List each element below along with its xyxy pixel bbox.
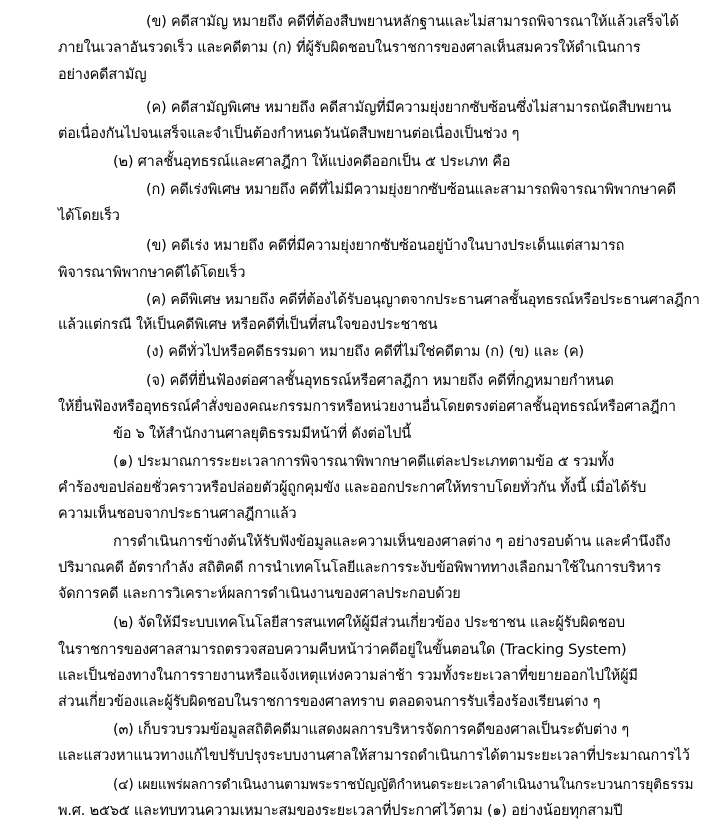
text-line: ปริมาณคดี อัตรากำลัง สถิติคดี การนำเทคโนโลยีและการระงับข้อพิพาททางเลือกมาใช้ในการบริหาร [58, 560, 661, 576]
text-line: และแสวงหาแนวทางแก้ไขปรับปรุงระบบงานศาลให้สามารถดำเนินการได้ตามระยะเวลาที่ประมาณการไว้ [58, 748, 690, 764]
text-line: จัดการคดี และการวิเคราะห์ผลการดำเนินงานของศาลประกอบด้วย [58, 586, 461, 602]
text-line: (ง) คดีทั่วไปหรือคดีธรรมดา หมายถึง คดีที่ไม่ใช่คดีตาม (ก) (ข) และ (ค) [146, 344, 584, 360]
text-line: ข้อ ๖ ให้สำนักงานศาลยุติธรรมมีหน้าที่ ดังต่อไปนี้ [113, 426, 411, 442]
text-line: แล้วแต่กรณี ให้เป็นคดีพิเศษ หรือคดีที่เป็นที่สนใจของประชาชน [58, 317, 438, 333]
text-line: พ.ศ. ๒๕๖๕ และทบทวนความเหมาะสมของระยะเวลาที่ประกาศไว้ตาม (๑) อย่างน้อยทุกสามปี [58, 803, 623, 819]
text-line: (๔) เผยแพร่ผลการดำเนินงานตามพระราชบัญญัติกำหนดระยะเวลาดำเนินงานในกระบวนการยุติธรรม [113, 777, 694, 793]
text-line: (๒) ศาลชั้นอุทธรณ์และศาลฎีกา ให้แบ่งคดีออกเป็น ๕ ประเภท คือ [113, 154, 511, 170]
text-line: คำร้องขอปล่อยชั่วคราวหรือปล่อยตัวผู้ถูกคุมขัง และออกประกาศให้ทราบโดยทั่วกัน ทั้งนี้ เมื่อได้รับ [58, 480, 647, 496]
text-line: (ค) คดีพิเศษ หมายถึง คดีที่ต้องได้รับอนุญาตจากประธานศาลชั้นอุทธรณ์หรือประธานศาลฎีกา [146, 292, 700, 308]
text-line: ความเห็นชอบจากประธานศาลฎีกาแล้ว [58, 506, 297, 522]
text-line: ในราชการของศาลสามารถตรวจสอบความคืบหน้าว่าคดีอยู่ในขั้นตอนใด (Tracking System) [58, 642, 627, 658]
text-line: ส่วนเกี่ยวข้องและผู้รับผิดชอบในราชการของศาลทราบ ตลอดจนการรับเรื่องร้องเรียนต่าง ๆ [58, 694, 601, 710]
text-line: (๑) ประมาณการระยะเวลาการพิจารณาพิพากษาคดีแต่ละประเภทตามข้อ ๕ รวมทั้ง [113, 454, 615, 470]
text-line: (ก) คดีเร่งพิเศษ หมายถึง คดีที่ไม่มีความยุ่งยากซับซ้อนและสามารถพิจารณาพิพากษาคดี [146, 182, 676, 198]
text-line: การดำเนินการข้างต้นให้รับฟังข้อมูลและความเห็นของศาลต่าง ๆ อย่างรอบด้าน และคำนึงถึง [113, 534, 671, 550]
text-line: (ข) คดีสามัญ หมายถึง คดีที่ต้องสืบพยานหลักฐานและไม่สามารถพิจารณาให้แล้วเสร็จได้ [146, 14, 679, 30]
text-line: (ค) คดีสามัญพิเศษ หมายถึง คดีสามัญที่มีความยุ่งยากซับซ้อนซึ่งไม่สามารถนัดสืบพยาน [146, 100, 672, 116]
text-line: และเป็นช่องทางในการรายงานหรือแจ้งเหตุแห่งความล่าช้า รวมทั้งระยะเวลาที่ขยายออกไปให้ผู้มี [58, 668, 638, 684]
text-line: อย่างคดีสามัญ [58, 67, 147, 83]
text-line: ให้ยื่นฟ้องหรืออุทธรณ์คำสั่งของคณะกรรมการหรือหน่วยงานอื่นโดยตรงต่อศาลชั้นอุทธรณ์หรือศาลฎีกา [58, 399, 676, 415]
text-line: (ข) คดีเร่ง หมายถึง คดีที่มีความยุ่งยากซับซ้อนอยู่บ้างในบางประเด็นแต่สามารถ [146, 238, 625, 254]
text-line: (๒) จัดให้มีระบบเทคโนโลยีสารสนเทศให้ผู้มีส่วนเกี่ยวข้อง ประชาชน และผู้รับผิดชอบ [113, 615, 625, 631]
text-line: ต่อเนื่องกันไปจนเสร็จและจำเป็นต้องกำหนดวันนัดสืบพยานต่อเนื่องเป็นช่วง ๆ [58, 126, 520, 142]
text-line: (๓) เก็บรวบรวมข้อมูลสถิติคดีมาแสดงผลการบริหารจัดการคดีของศาลเป็นระดับต่าง ๆ [113, 722, 629, 738]
text-line: ภายในเวลาอันรวดเร็ว และคดีตาม (ก) ที่ผู้รับผิดชอบในราชการของศาลเห็นสมควรให้ดำเนินการ [58, 40, 641, 56]
text-line: (จ) คดีที่ยื่นฟ้องต่อศาลชั้นอุทธรณ์หรือศาลฎีกา หมายถึง คดีที่กฎหมายกำหนด [146, 373, 614, 389]
text-line: พิจารณาพิพากษาคดีได้โดยเร็ว [58, 265, 246, 281]
text-line: ได้โดยเร็ว [58, 208, 120, 224]
